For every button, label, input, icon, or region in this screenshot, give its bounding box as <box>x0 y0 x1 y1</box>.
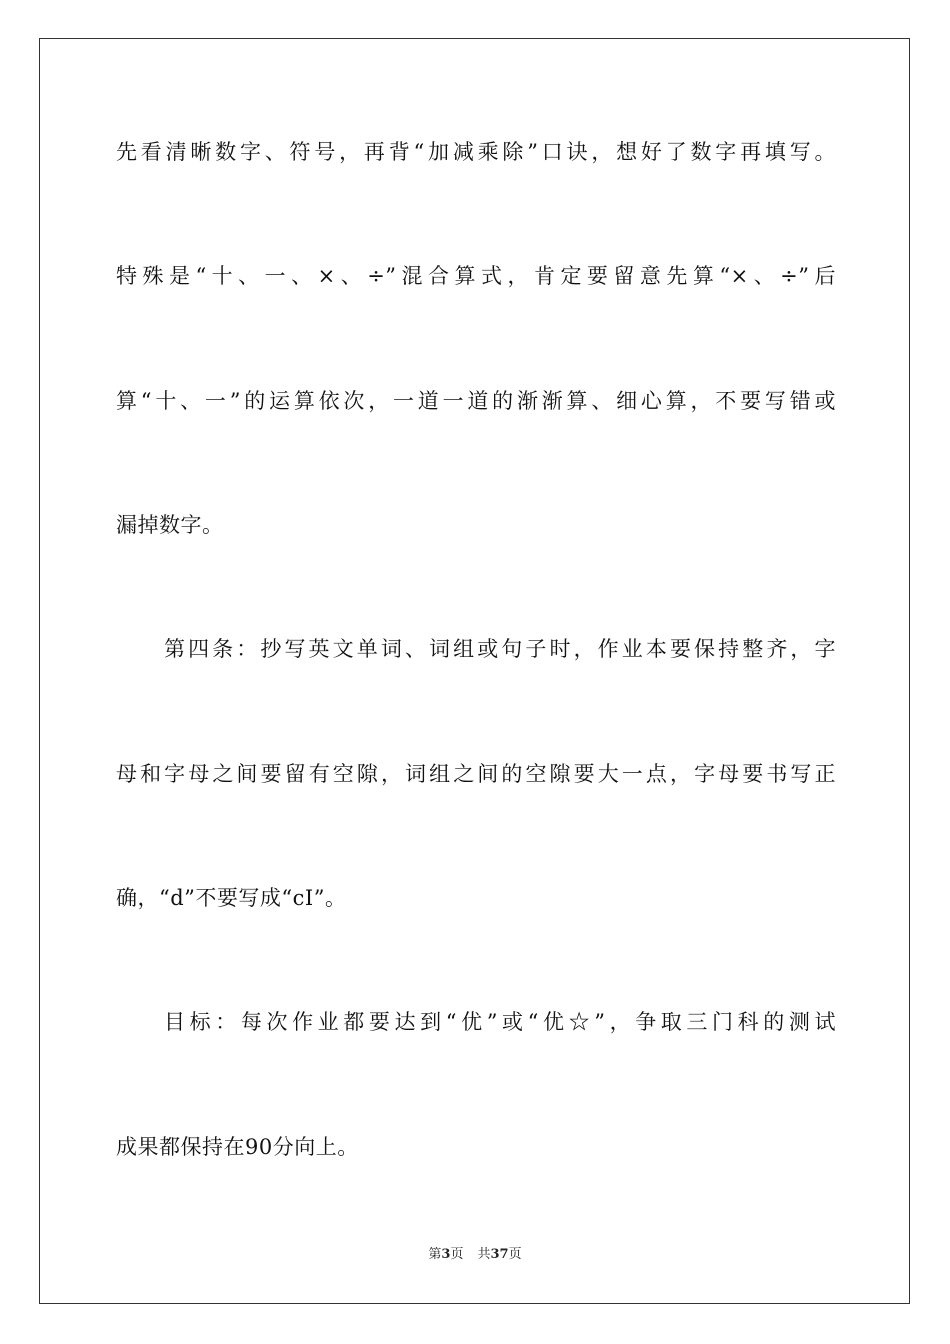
paragraph-line-7: 确，“d”不要写成“cI”。 <box>116 886 347 910</box>
paragraph-line-6: 母和字母之间要留有空隙，词组之间的空隙要大一点，字母要书写正 <box>116 762 836 786</box>
paragraph-line-9: 成果都保持在90分向上。 <box>116 1135 359 1159</box>
paragraph-line-1: 先看清晰数字、符号，再背“加减乘除”口诀，想好了数字再填写。 <box>116 140 836 164</box>
page-suffix: 页 <box>450 1247 464 1262</box>
total-suffix: 页 <box>508 1247 522 1262</box>
paragraph-line-8: 目标：每次作业都要达到“优”或“优☆”，争取三门科的测试 <box>164 1010 836 1034</box>
total-pages: 37 <box>490 1247 509 1262</box>
page-number: 3 <box>441 1247 451 1262</box>
paragraph-line-4: 漏掉数字。 <box>116 513 224 537</box>
page-prefix: 第 <box>428 1247 442 1262</box>
page-border <box>39 38 910 1304</box>
paragraph-line-2: 特殊是“十、一、×、÷”混合算式，肯定要留意先算“×、÷”后 <box>116 264 836 288</box>
total-prefix: 共 <box>477 1247 491 1262</box>
page-footer <box>0 1246 950 1264</box>
paragraph-line-3: 算“十、一”的运算依次，一道一道的渐渐算、细心算，不要写错或 <box>116 389 836 413</box>
paragraph-line-5: 第四条：抄写英文单词、词组或句子时，作业本要保持整齐，字 <box>164 637 836 661</box>
